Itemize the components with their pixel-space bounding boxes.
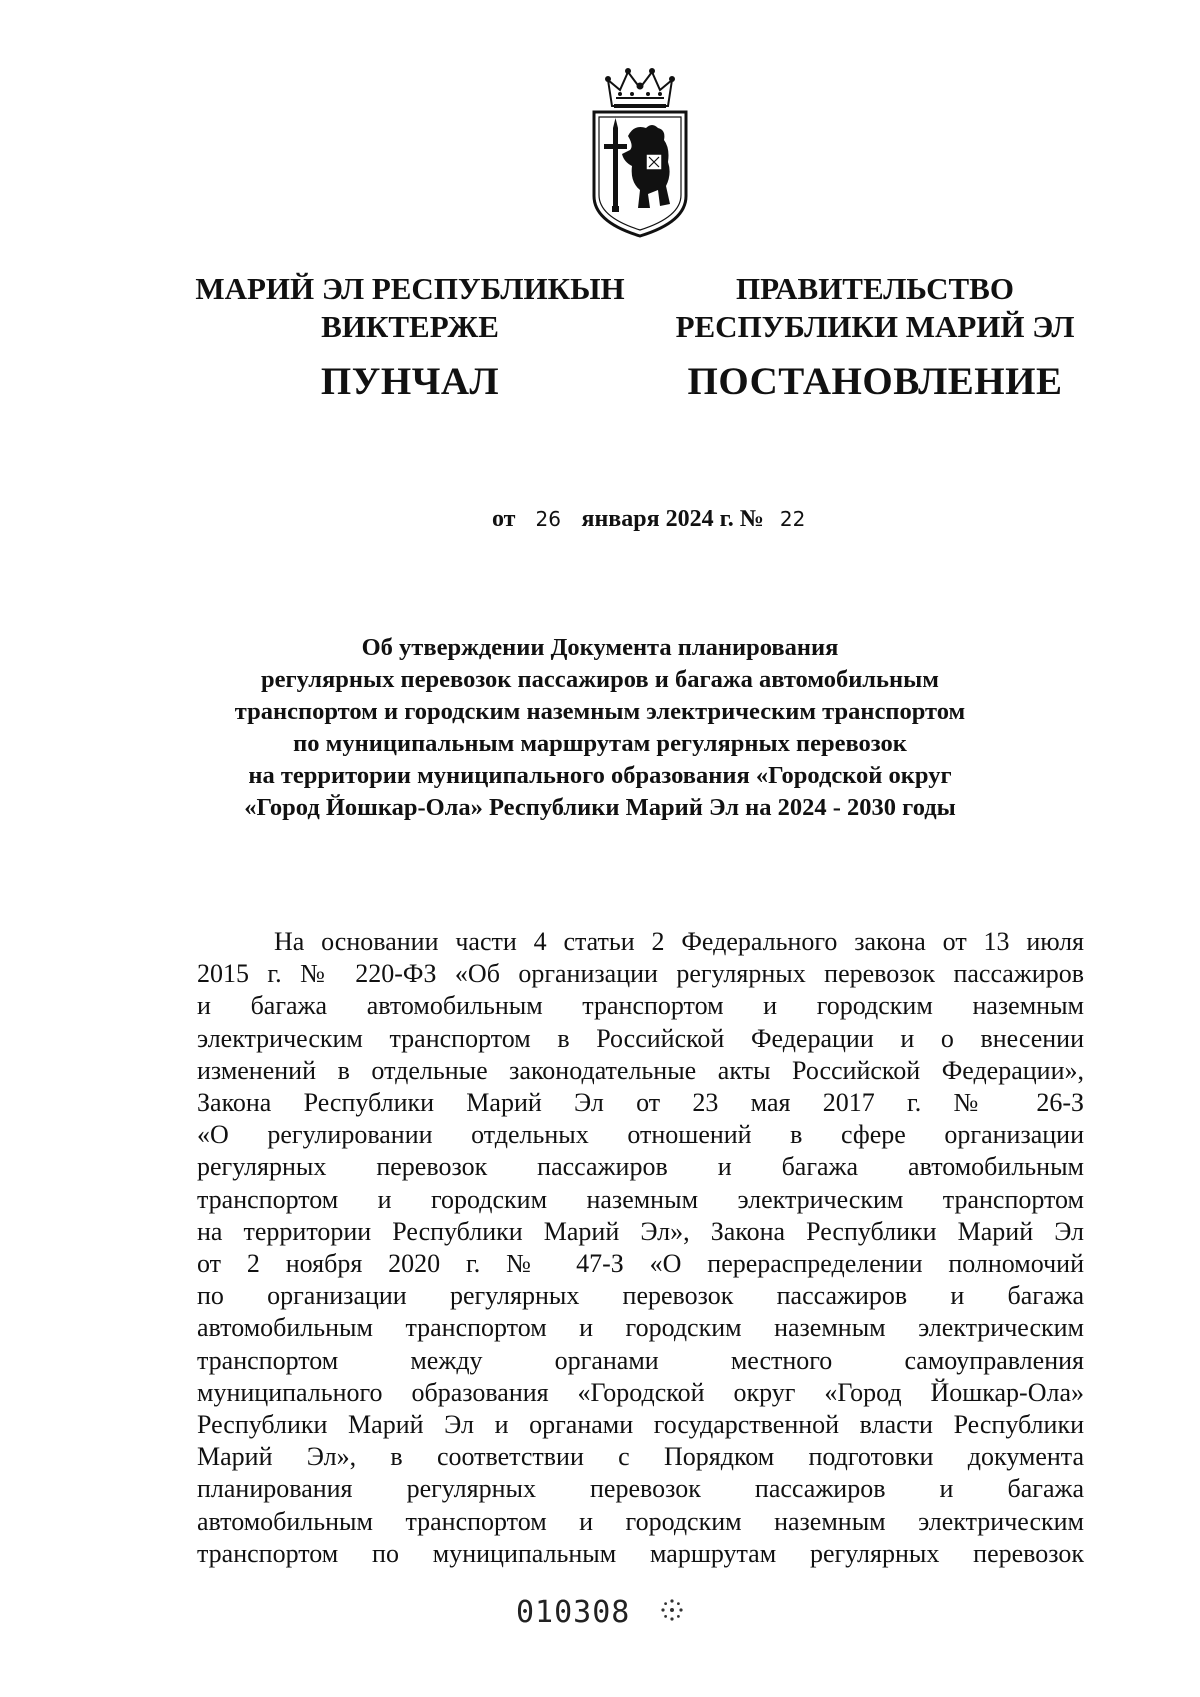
coat-of-arms-icon: [590, 66, 690, 238]
title-line: регулярных перевозок пассажиров и багажа автомобильным: [261, 666, 939, 693]
date-month-year: января 2024 г. №: [581, 506, 764, 532]
header-right-line3: ПОСТАНОВЛЕНИЕ: [687, 360, 1063, 403]
body-line: от 2 ноября 2020 г. № 47-З «О перераспределении полномочий: [197, 1249, 1084, 1279]
title-line: «Город Йошкар-Ола» Республики Марий Эл на 2024 - 2030 годы: [244, 794, 956, 821]
body-line: электрическим транспортом в Российской Федерации и о внесении: [197, 1023, 1084, 1053]
header-left-line3: ПУНЧАЛ: [320, 360, 500, 403]
header-right-line1: ПРАВИТЕЛЬСТВО: [736, 271, 1014, 306]
date-prefix: от: [492, 506, 516, 532]
header-right-block: [670, 270, 1080, 404]
date-day: 26: [535, 507, 561, 531]
body-line: Закона Республики Марий Эл от 23 мая 2017 г. № 26-З: [197, 1088, 1084, 1118]
serial-number: 010308: [516, 1595, 631, 1630]
body-line: транспортом и городским наземным электрическим транспортом: [197, 1184, 1084, 1214]
body-line: автомобильным транспортом и городским наземным электрическим: [197, 1313, 1084, 1343]
body-line: транспортом по муниципальным маршрутам регулярных перевозок: [197, 1538, 1084, 1568]
document-title: [180, 632, 1020, 824]
body-line: на территории Республики Марий Эл», Закона Республики Марий Эл: [197, 1216, 1084, 1246]
body-line: по организации регулярных перевозок пассажиров и багажа: [197, 1281, 1084, 1311]
body-line: Марий Эл», в соответствии с Порядком подготовки документа: [197, 1442, 1084, 1472]
body-line: 2015 г. № 220-ФЗ «Об организации регулярных перевозок пассажиров: [197, 959, 1084, 989]
header-left-line1: МАРИЙ ЭЛ РЕСПУБЛИКЫН: [195, 271, 625, 306]
body-line: муниципального образования «Городской округ «Город Йошкар-Ола»: [197, 1377, 1084, 1407]
title-line: транспортом и городским наземным электрическим транспортом: [234, 698, 966, 725]
title-line: на территории муниципального образования «Городской округ: [248, 762, 952, 789]
document-date-line: [492, 506, 805, 533]
header-left-block: [180, 270, 640, 404]
document-body: [197, 926, 1084, 1570]
title-line: Об утверждении Документа планирования: [361, 634, 839, 661]
body-line: «О регулировании отдельных отношений в сфере организации: [197, 1120, 1084, 1150]
body-line: транспортом между органами местного самоуправления: [197, 1345, 1084, 1375]
body-line: планирования регулярных перевозок пассажиров и багажа: [197, 1474, 1084, 1504]
body-line: регулярных перевозок пассажиров и багажа автомобильным: [197, 1152, 1084, 1182]
document-number: 22: [779, 507, 806, 531]
header-left-line2: ВИКТЕРЖЕ: [321, 309, 499, 344]
body-line: и багажа автомобильным транспортом и городским наземным: [197, 991, 1084, 1021]
body-line: изменений в отдельные законодательные акты Российской Федерации»,: [197, 1055, 1084, 1085]
title-line: по муниципальным маршрутам регулярных перевозок: [293, 730, 907, 757]
header-right-line2: РЕСПУБЛИКИ МАРИЙ ЭЛ: [675, 309, 1075, 344]
body-line: Республики Марий Эл и органами государственной власти Республики: [197, 1410, 1084, 1440]
body-line: На основании части 4 статьи 2 Федерального закона от 13 июля: [274, 927, 1084, 956]
rosette-icon: [659, 1597, 685, 1623]
body-line: автомобильным транспортом и городским наземным электрическим: [197, 1506, 1084, 1536]
